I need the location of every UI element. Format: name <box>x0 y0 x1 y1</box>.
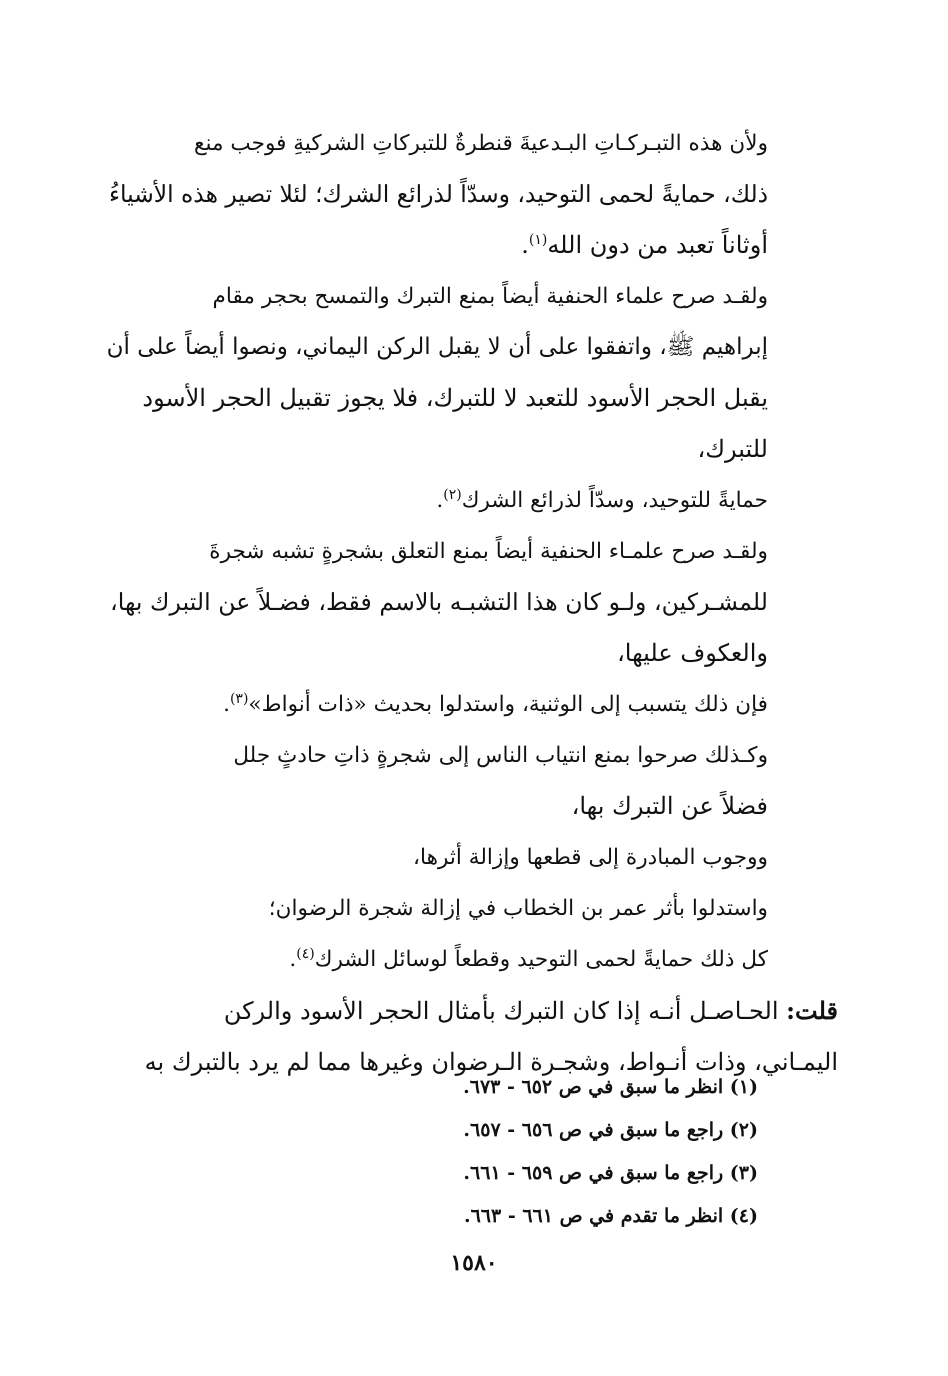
paragraph-9 <box>108 934 838 985</box>
text-line: واستدلوا بأثر عمر بن الخطاب في إزالة شجرة الرضوان؛ <box>268 896 768 921</box>
text-line: ولأن هذه التبـركـاتِ البـدعيةَ قنطرةٌ للتبركاتِ الشركيةِ فوجب منع <box>193 131 768 156</box>
paragraph-8 <box>108 883 838 934</box>
conclusion-label: قلت: <box>786 996 838 1025</box>
paragraph-4 <box>108 526 838 679</box>
footnote-4: (٤) انظر ما تقدم في ص ٦٦١ - ٦٦٣. <box>463 1205 758 1227</box>
text-line: ذلك، حمايةً لحمى التوحيد، وسدّاً لذرائع الشرك؛ لئلا تصير هذه الأشياءُ <box>108 180 768 208</box>
paragraph-2 <box>108 271 838 475</box>
page-number: ١٥٨٠ <box>450 1250 498 1276</box>
text-line: فإن ذلك يتسبب إلى الوثنية، واستدلوا بحديث «ذات أنواط»$^{(٣)}$. <box>223 690 768 717</box>
main-text <box>108 118 838 1088</box>
paragraph-7 <box>108 832 838 883</box>
footnote-ref: (٤) <box>296 945 315 962</box>
footnote-1: (١) انظر ما سبق في ص ٦٥٢ - ٦٧٣. <box>463 1076 758 1098</box>
text-line: حمايةً للتوحيد، وسدّاً لذرائع الشرك$^{(٢)}$. <box>436 486 768 513</box>
text-line: والعكوف عليها، <box>617 639 768 667</box>
text-line: ووجوب المبادرة إلى قطعها وإزالة أثرها، <box>413 845 768 870</box>
footnote-ref: (٣) <box>229 690 249 707</box>
text-line: للمشـركين، ولـو كان هذا التشبـه بالاسم فقط، فضـلاً عن التبرك بها، <box>110 588 768 616</box>
text-line: للتبرك، <box>697 435 768 463</box>
footnotes <box>108 1066 758 1238</box>
text-line: كل ذلك حمايةً لحمى التوحيد وقطعاً لوسائل الشرك$^{(٤)}$. <box>289 945 768 972</box>
text-line: اليمـاني، وذات أنـواط، وشجـرة الـرضوان وغيرها مما لم يرد بالتبرك به <box>144 1048 838 1076</box>
text-line: إبراهيم ﷺ، واتفقوا على أن لا يقبل الركن اليماني، ونصوا أيضاً على أن <box>106 334 768 360</box>
text-line: وكـذلك صرحوا بمنع انتياب الناس إلى شجرةٍ ذاتِ حادثٍ جلل <box>233 743 768 768</box>
text-line: أوثاناً تعبد من دون الله$^{(١)}$. <box>521 231 768 259</box>
footnote-3: (٣) راجع ما سبق في ص ٦٥٩ - ٦٦١. <box>463 1162 758 1184</box>
text-line: ولقـد صرح علماء الحنفية أيضاً بمنع التبرك والتمسح بحجر مقام <box>212 284 768 309</box>
text-line: فضلاً عن التبرك بها، <box>571 792 768 820</box>
text-line: ولقـد صرح علمـاء الحنفية أيضاً بمنع التعلق بشجرةٍ تشبه شجرةَ <box>209 539 768 564</box>
paragraph-6 <box>108 730 838 832</box>
footnote-ref: (١) <box>528 232 548 248</box>
paragraph-5 <box>108 679 838 730</box>
footnote-ref: (٢) <box>443 486 462 503</box>
footnote-2: (٢) راجع ما سبق في ص ٦٥٦ - ٦٥٧. <box>463 1119 758 1141</box>
paragraph-1 <box>108 118 838 271</box>
text-line: قلت: الحـاصـل أنـه إذا كان التبرك بأمثال الحجر الأسود والركن <box>223 996 838 1025</box>
paragraph-3 <box>108 475 838 526</box>
text-line: يقبل الحجر الأسود للتعبد لا للتبرك، فلا يجوز تقبيل الحجر الأسود <box>142 384 768 412</box>
